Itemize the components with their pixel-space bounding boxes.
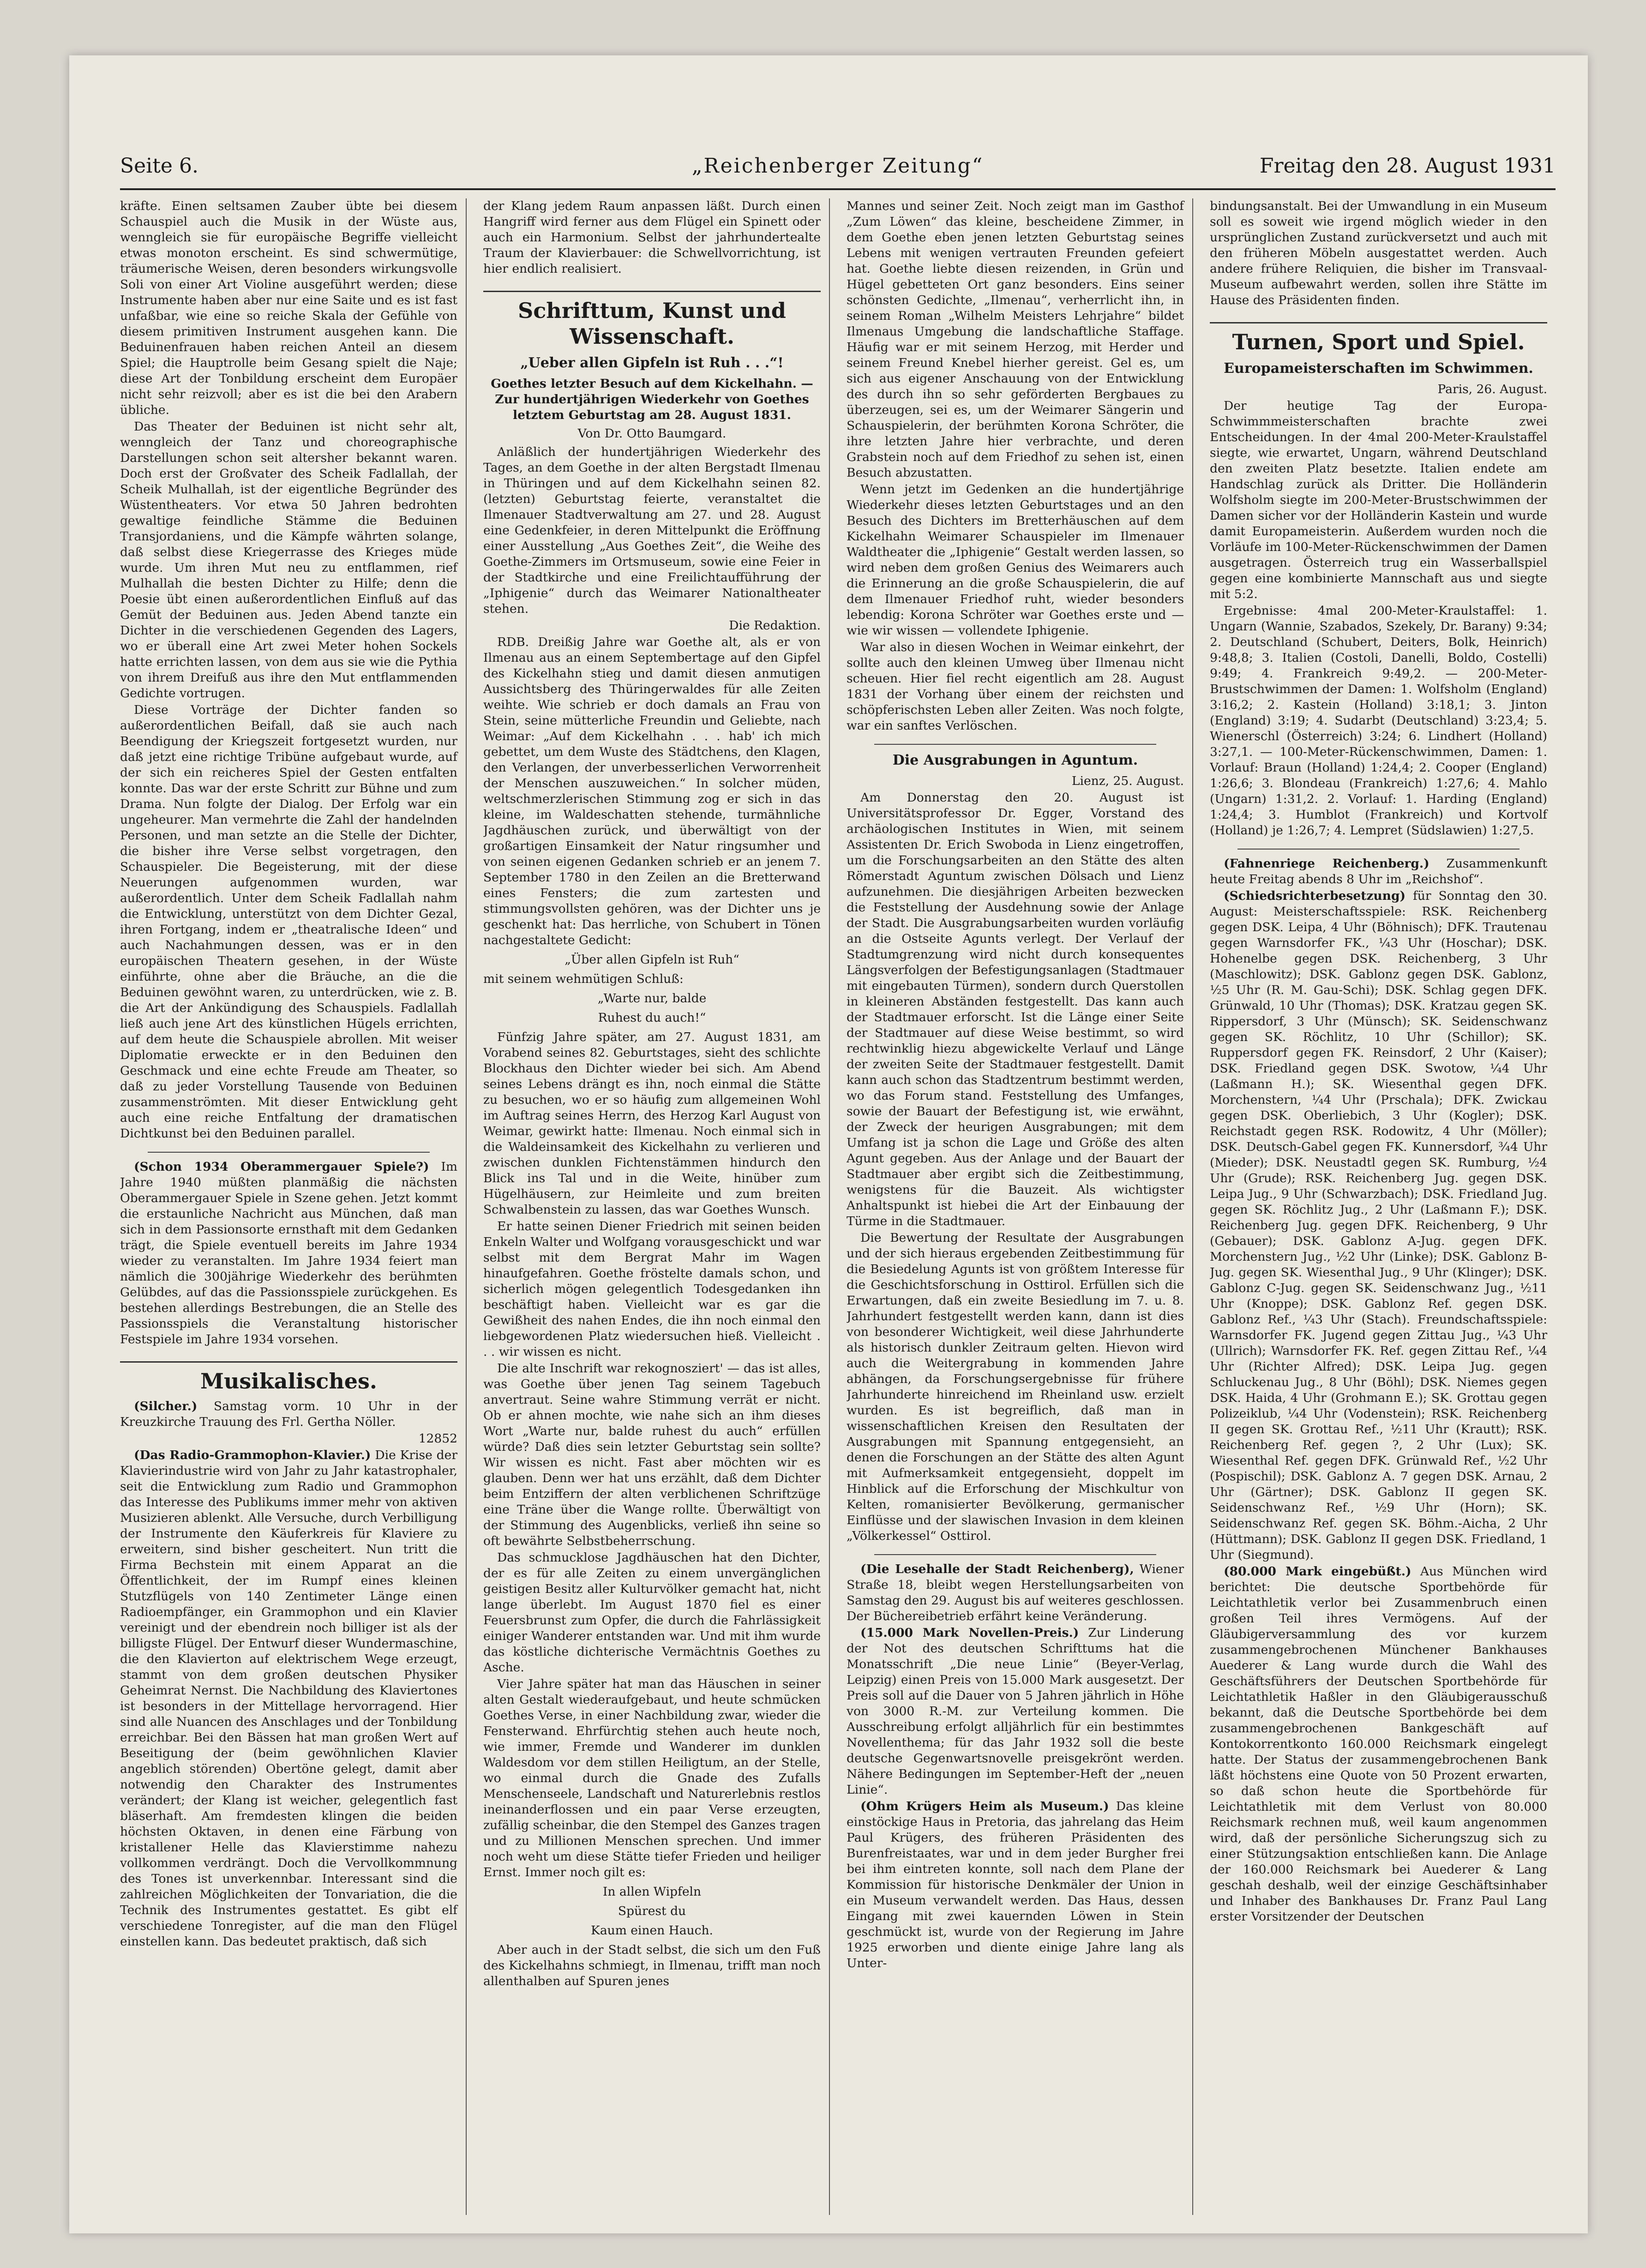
newspaper-page bbox=[69, 55, 1588, 2233]
news-item-title: (Schiedsrichterbesetzung) bbox=[1224, 889, 1406, 903]
column-3 bbox=[847, 198, 1193, 2215]
poem-line: „Warte nur, balde bbox=[597, 991, 707, 1005]
poem-line: Spürest du bbox=[618, 1904, 686, 1918]
dateline: Paris, 26. August. bbox=[1437, 382, 1547, 396]
news-item bbox=[120, 1448, 457, 1950]
poem-line: In allen Wipfeln bbox=[602, 1885, 702, 1899]
article-title: Europameisterschaften im Schwimmen. bbox=[1224, 360, 1533, 377]
divider bbox=[874, 744, 1156, 745]
paragraph: Das schmucklose Jagdhäuschen hat den Dichter, der es für alle Zeiten zu einem unvergänglichen geistigen Besitz aller Kulturvölker gemacht hat, nicht lange überlebt. Im August 1870 fiel es einer Feuersbrunst zum Opfer, die durch die Fahrlässigkeit einiger Wanderer entstanden war. Und mit ihm wurde das köstliche dichterische Vermächtnis Goethes zu Asche. bbox=[483, 1550, 821, 1675]
news-item-title: (Das Radio-Grammophon-Klavier.) bbox=[134, 1448, 371, 1462]
article-title: „Ueber allen Gipfeln ist Ruh . . .“! bbox=[520, 355, 784, 371]
ad-number: 12852 bbox=[418, 1431, 457, 1446]
byline: Von Dr. Otto Baumgard. bbox=[577, 426, 727, 441]
column-4 bbox=[1210, 198, 1556, 2215]
news-item-text: Zur Linderung der Not des deutschen Schrifttums hat die Monatsschrift „Die neue Linie“ (Beyer-Verlag, Leipzig) einen Preis von 15.000 Mark ausgesetzt. Der Preis soll auf die Dauer von 5 Jahren jährlich in Höhe von 3000 R.-M. zur Verteilung kommen. Die Ausschreibung erfolgt alljährlich für ein bestimmtes Novellenthema; für das Jahr 1932 soll die beste deutsche Gegenwartsnovelle preisgekrönt werden. Nähere Bedingungen im September-Heft der „neuen Linie“. bbox=[847, 1626, 1184, 1797]
paragraph: Wenn jetzt im Gedenken an die hundertjährige Wiederkehr dieses letzten Geburtstages und an den Besuch des Dichters im Bretterhäuschen auf dem Kickelhahn Weimarer Schauspieler im Ilmenauer Waldtheater die „Iphigenie“ Gestalt werden lassen, so wird neben dem großen Genius des Weimarers auch die Erinnerung an die große Schauspielerin, die auf dem Ilmenauer Friedhof ruht, wieder besonders lebendig: Korona Schröter war Goethes erste und — wie wir wissen — vollendete Iphigenie. bbox=[847, 482, 1184, 638]
paragraph: RDB. Dreißig Jahre war Goethe alt, als er von Ilmenau aus an einem Septembertage auf den Gipfel des Kickelhahn stieg und damit diesen anmutigen Aussichtsberg des Thüringerwaldes für alle Zeiten weihte. Wie schrieb er doch damals an Frau von Stein, seine mütterliche Freundin und Geliebte, nach Weimar: „Auf dem Kickelhahn . . . hab' ich mich gebettet, um dem Wuste des Städtchens, den Klagen, den Verlangen, der unverbesserlichen Verworrenheit der Menschen auszuweichen.“ In solcher müden, weltschmerzlerischen Stimmung zog er sich in das kleine, im Waldeschatten stehende, turmähnliche Jagdhäuschen zurück, und überwältigt von der großartigen Einsamkeit der Natur ringsumher und von seinen eigenen Gedanken schrieb er an jenem 7. September 1780 in den Zeilen an die Bretterwand eines Fensters; die zum zartesten und stimmungsvollsten gehören, was der Dichter uns je geschenkt hat: Das herrliche, von Schubert in Tönen nachgestaltete Gedicht: bbox=[483, 635, 821, 947]
paragraph: Der heutige Tag der Europa-Schwimmmeisterschaften brachte zwei Entscheidungen. In der 4mal 200-Meter-Kraulstaffel siegte, wie erwartet, Ungarn, während Deutschland den zweiten Platz besetzte. Italien endete am Handschlag zurück als Dritter. Die Holländerin Wolfsholm siegte im 200-Meter-Brustschwimmen der Damen sicher vor der Holländerin Kastein und wurde damit Europameisterin. Außerdem wurden noch die Vorläufe im 100-Meter-Rückenschwimmen der Damen ausgetragen. Österreich trug ein Wasserballspiel gegen eine kombinierte Mannschaft aus und siegte mit 5:2. bbox=[1210, 399, 1547, 601]
page-number: Seite 6. bbox=[120, 154, 198, 178]
news-item-text: Samstag vorm. 10 Uhr in der Kreuzkirche Trauung des Frl. Gertha Nöller. bbox=[120, 1399, 457, 1429]
news-item-text: für Sonntag den 30. August: Meisterschaftsspiele: RSK. Reichenberg gegen DSK. Leipa, 4 Uhr (Böhnisch); DFK. Trautenau gegen Warnsdorfer FK., ¼3 Uhr (Hoschar); DSK. Hohenelbe gegen DSK. Reichenberg, 3 Uhr (Maschlowitz); DSK. Gablonz gegen DSK. Gablonz, ½5 Uhr (R. M. Gau-Schi); DSK. Schlag gegen DFK. Grünwald, 10 Uhr (Thomas); DSK. Kratzau gegen SK. Rippersdorf, 3 Uhr (Münsch); SK. Seidenschwanz gegen SK. Röchlitz, 10 Uhr (Schillor); SK. Ruppersdorf gegen FK. Reinsdorf, 2 Uhr (Kaiser); DSK. Friedland gegen DSK. Swotow, ¼4 Uhr (Laßmann H.); SK. Wiesenthal gegen DFK. Morchenstern, ¼4 Uhr (Prschala); DFK. Zwickau gegen DSK. Oberliebich, 3 Uhr (Kogler); DSK. Reichstadt gegen RSK. Rodowitz, 4 Uhr (Möller); DSK. Deutsch-Gabel gegen FK. Kunnersdorf, ¾4 Uhr (Mieder); DSK. Neustadtl gegen SK. Rumburg, ½4 Uhr (Grude); RSK. Reichenberg Jug. gegen DSK. Leipa Jug., 9 Uhr (Schwarzbach); DSK. Friedland Jug. gegen SK. Röchlitz Jug., 2 Uhr (Laßmann F.); DSK. Reichenberg Jug. gegen DFK. Reichenberg, 9 Uhr (Gebauer); DSK. Gablonz A-Jug. gegen DFK. Morchenstern Jug., ½2 Uhr (Linke); DSK. Gablonz B-Jug. gegen SK. Wiesenthal Jug., 9 Uhr (Klinger); DSK. Gablonz C-Jug. gegen SK. Seidenschwanz Jug., ½11 Uhr (Knoppe); DSK. Gablonz Ref. gegen DSK. Gablonz Ref., ¼3 Uhr (Stach). Freundschaftsspiele: Warnsdorfer FK. Jugend gegen Zittau Jug., ¼3 Uhr (Ullrich); Warnsdorfer FK. Ref. gegen Zittau Ref., ¼4 Uhr (Richter Alfred); DSK. Leipa Jug. gegen Schluckenau Jug., 8 Uhr (Böhl); DSK. Niemes gegen DSK. Haida, 4 Uhr (Grohmann E.); SK. Grottau gegen Polizeiklub, ¼4 Uhr (Vodenstein); RSK. Reichenberg II gegen SK. Grottau Ref., ½11 Uhr (Krautt); RSK. Reichenberg Ref. gegen ?, 2 Uhr (Lux); SK. Wiesenthal Ref. gegen DFK. Grünwald Ref., ½2 Uhr (Pospischil); DSK. Gablonz A. 7 gegen DSK. Arnau, 2 Uhr (Gärtner); DSK. Gablonz II gegen SK. Seidenschwanz Ref., ½9 Uhr (Horn); SK. Seidenschwanz Ref. gegen SK. Böhm.-Aicha, 2 Uhr (Hüttmann); DSK. Gablonz II gegen DSK. Friedland, 1 Uhr (Siegmund). bbox=[1210, 889, 1547, 1562]
news-item-title: (15.000 Mark Novellen-Preis.) bbox=[860, 1626, 1079, 1640]
news-item bbox=[120, 1159, 457, 1347]
dateline: Lienz, 25. August. bbox=[1071, 774, 1184, 788]
paragraph: bindungsanstalt. Bei der Umwandlung in ein Museum soll es soweit wie irgend möglich wieder in den ursprünglichen Zustand zurückversetzt und auch mit den früheren Möbeln ausgestattet werden. Auch andere frühere Reliquien, die bisher im Transvaal-Museum aufbewahrt werden, sollen ihre Stätte im Hause des Präsidenten finden. bbox=[1210, 199, 1547, 307]
newspaper-title: „Reichenberger Zeitung“ bbox=[691, 154, 984, 178]
news-item-title: (Schon 1934 Oberammergauer Spiele?) bbox=[134, 1160, 429, 1174]
news-item-text: Im Jahre 1940 müßten planmäßig die nächsten Oberammergauer Spiele in Szene gehen. Jetzt kommt die erstaunliche Nachricht aus München, daß man sich in dem Passionsorte ernsthaft mit dem Gedanken trägt, die Spiele eventuell bereits im Jahre 1934 wieder zu veranstalten. Im Jahre 1934 feiert man nämlich die 300jährige Wiederkehr des berühmten Gelübdes, auf das die Passionsspiele zurückgehen. Es bestehen allerdings Bestrebungen, die an Stelle des Passionsspiels die Veranstaltung historischer Festspiele im Jahre 1934 vorsehen. bbox=[120, 1160, 457, 1346]
page-header bbox=[120, 148, 1556, 185]
results-paragraph: Ergebnisse: 4mal 200-Meter-Kraulstaffel: 1. Ungarn (Wannie, Szabados, Szekely, Dr. Barany) 9:34; 2. Deutschland (Schubert, Deiters, Bolk, Heinrich) 9:48,8; 3. Italien (Costoli, Danelli, Boldo, Costelli) 9:49; 4. Frankreich 9:49,2. — 200-Meter-Brustschwimmen der Damen: 1. Wolfsholm (England) 3:16,2; 2. Kastein (Holland) 3:18,1; 3. Jinton (England) 3:19; 4. Sudarbt (Deutschland) 3:23,4; 5. Wienerschl (Österreich) 3:24; 6. Lindhert (Holland) 3:27,1. — 100-Meter-Rückenschwimmen, Damen: 1. Vorlauf: Braun (Holland) 1:24,4; 2. Cooper (England) 1:26,6; 3. Blondeau (Frankreich) 1:27,6; 4. Mahlo (Ungarn) 1:31,2. 2. Vorlauf: 1. Harding (England) 1:24,4; 3. Humblot (Frankreich) und Kortvolf (Holland) je 1:26,7; 4. Lempret (Südslawien) 1:27,5. bbox=[1210, 604, 1547, 838]
paragraph: Er hatte seinen Diener Friedrich mit seinen beiden Enkeln Walter und Wolfgang vorausgeschickt und war selbst mit dem Bergrat Mahr im Wagen hinaufgefahren. Goethe fröstelte damals schon, und sicherlich mögen gelegentlich Todesgedanken ihn beschäftigt haben. Vielleicht war es gar die Gewißheit des nahen Endes, die ihn noch einmal den liebgewordenen Platz wiedersuchen hieß. Vielleicht . . . wir wissen es nicht. bbox=[483, 1219, 821, 1359]
paragraph: mit seinem wehmütigen Schluß: bbox=[483, 972, 684, 986]
news-item bbox=[1210, 856, 1547, 887]
paragraph: Diese Vorträge der Dichter fanden so außerordentlichen Beifall, daß sie auch nach Beendigung der Kriegszeit fortgesetzt wurden, nur daß jetzt eine richtige Tribüne aufgebaut wurde, auf der sich ein reicheres Spiel der Gesten entfalten konnte. Das war der erste Schritt zur Bühne und zum Drama. Nun folgte der Dialog. Der Erfolg war ein ungeheurer. Man vermehrte die Zahl der handelnden Personen, und man setzte an die Stelle der Dichter, die bisher ihre Verse selbst vorgetragen, den Schauspieler. Die Begeisterung, mit der diese Neuerungen aufgenommen wurden, war außerordentlich. Unter dem Scheik Fadlallah nahm die Entwicklung, unterstützt von dem Dichter Gezal, ihren Fortgang, indem er „theatralische Ideen“ und auch Nachahmungen dessen, was er in den europäischen Theatern gesehen, in der Wüste einführte, ohne aber die Bräuche, an die die Beduinen gewöhnt waren, zu unterdrücken, wie z. B. die Art der Ankündigung des Schauspiels. Fadlallah ließ auch jene Art des künstlichen Hügels errichten, auf dem heute die Schauspiele abrollen. Mit weiser Diplomatie erweckte er in den Beduinen den Geschmack und eine echte Freude am Theater, so daß zu jeder Vorstellung Tausende von Beduinen zusammenströmten. Mit dieser Entwicklung geht auch eine reiche Entfaltung der dramatischen Dichtkunst bei den Beduinen parallel. bbox=[120, 703, 457, 1141]
paragraph: Fünfzig Jahre später, am 27. August 1831, am Vorabend seines 82. Geburtstages, sieht des schlichte Blockhaus den Dichter wieder bei sich. Am Abend seines Lebens drängt es ihn, noch einmal die Stätte zu besuchen, wo er so häufig zum allgemeinen Wohl im Auftrag seines Herrn, des Herzog Karl August von Weimar, gewirkt hatte: Ilmenau. Noch einmal sich in die Waldeinsamkeit des Kickelhahn zu verlieren und zwischen dunklen Fichtenstämmen hindurch den Blick ins Tal und in die Weite, hinüber zum Hügelhäusern, zur Heimleite und zum breiten Schwalbenstein zu lassen, das war Goethes Wunsch. bbox=[483, 1030, 821, 1217]
news-item bbox=[120, 1399, 457, 1430]
paragraph: kräfte. Einen seltsamen Zauber übte bei diesem Schauspiel auch die Musik in der Wüste aus, wenngleich sie für europäische Begriffe vielleicht etwas monoton erscheint. Es sind schwermütige, träumerische Weisen, deren besonders wirkungsvolle Soli von einer Art Violine ausgeführt werden; diese Instrumente haben aber nur eine Saite und es ist fast unfaßbar, wie eine so reiche Skala der Gefühle von diesem primitiven Instrument ausgehen kann. Die Beduinenfrauen haben reichen Anteil an diesem Spiel; die Hauptrolle beim Gesang spielt die Naje; diese Art der Tonbildung erscheint dem Europäer nicht sehr reizvoll; aber es ist die bei den Arabern übliche. bbox=[120, 199, 457, 417]
header-rule bbox=[120, 188, 1556, 190]
poem-line: „Über allen Gipfeln ist Ruh“ bbox=[565, 952, 739, 967]
news-item-title: (Ohm Krügers Heim als Museum.) bbox=[860, 1799, 1109, 1813]
news-item-text: Aus München wird berichtet: Die deutsche Sportbehörde für Leichtathletik verlor bei Zusammenbruch einen großen Teil ihres Vermögens. Auf der Gläubigerversammlung des vor kurzem zusammengebrochenen Münchener Bankhauses Auederer & Lang wurde durch die Wahl des Geschäftsführers der Deutschen Sportbehörde für Leichtathletik Haßler in den Gläubigerausschuß bekannt, daß die Deutsche Sportbehörde bei dem zusammengebrochenen Bankgeschäft auf Kontokorrentkonto 160.000 Reichsmark eingelegt hatte. Der Status der zusammengebrochenen Bank läßt höchstens eine Quote von 50 Prozent erwarten, so daß schon heute die Sportbehörde für Leichtathletik mit dem Verlust von 80.000 Reichsmark rechnen muß, weil kaum angenommen wird, daß der persönliche Sicherungszug sich zu einer Stützungsaktion entschließen kann. Die Anlage der 160.000 Reichsmark bei Auederer & Lang geschah deshalb, weil der einzige Geschäftsinhaber und Inhaber des Bankhauses Dr. Franz Paul Lang erster Vorsitzender der Deutschen bbox=[1210, 1564, 1547, 1924]
section-heading: Musikalisches. bbox=[120, 1361, 457, 1394]
poem-line: Ruhest du auch!“ bbox=[598, 1011, 706, 1025]
intro-paragraph: Anläßlich der hundertjährigen Wiederkehr des Tages, an dem Goethe in der alten Bergstadt Ilmenau in Thüringen und auf dem Kickelhahn seinen 82. (letzten) Geburtstag feierte, veranstaltet die Ilmenauer Stadtverwaltung am 27. und 28. August eine Gedenkfeier, in deren Mittelpunkt die Eröffnung einer Ausstellung „Aus Goethes Zeit“, die Weihe des Goethe-Zimmers im Ortsmuseum, sowie eine Feier in der Stadtkirche und eine Freilichtaufführung der „Iphigenie“ durch das Weimarer Nationaltheater stehen. bbox=[483, 445, 821, 616]
poem-line: Kaum einen Hauch. bbox=[591, 1923, 713, 1938]
columns bbox=[120, 198, 1556, 2215]
news-item-text: Das kleine einstöckige Haus in Pretoria, das jahrelang das Heim Paul Krügers, des früheren Präsidenten des Burenfreistaates, war und in dem jeder Burgher frei bei ihm eintreten konnte, soll nach dem Plane der Kommission für historische Denkmäler der Union in ein Museum verwandelt werden. Das Haus, dessen Eingang mit zwei kauernden Löwen in Stein geschmückt ist, wurde von der Regierung im Jahre 1925 erworben und diente einige Jahre lang als Unter- bbox=[847, 1799, 1184, 1970]
paragraph: War also in diesen Wochen in Weimar einkehrt, der sollte auch den kleinen Umweg über Ilmenau nicht scheuen. Hier fiel recht eigentlich am 28. August 1831 der Vorhang über einem der reichsten und schöpferischsten Leben aller Zeiten. Was noch folgte, war ein sanftes Verlöschen. bbox=[847, 640, 1184, 733]
divider bbox=[1238, 849, 1520, 850]
article-title: Die Ausgrabungen in Aguntum. bbox=[892, 752, 1138, 768]
news-item-title: (Die Lesehalle der Stadt Reichenberg), bbox=[860, 1562, 1134, 1576]
column-2 bbox=[483, 198, 830, 2215]
section-heading: Schrifttum, Kunst und Wissenschaft. bbox=[483, 291, 821, 349]
news-item-title: (Silcher.) bbox=[134, 1399, 198, 1413]
paragraph: Vier Jahre später hat man das Häuschen in seiner alten Gestalt wiederaufgebaut, und heute schmücken Goethes Verse, in einer Nachbildung zwar, wieder die Fensterwand. Ehrfürchtig stehen auch heute noch, wie immer, Fremde und Wanderer im dunklen Waldesdom vor dem stillen Heiligtum, an der Stelle, wo einmal durch die Gnade des Zufalls Menschenseele, Landschaft und Naturerlebnis restlos ineinanderflossen und ein paar Verse erzeugten, zufällig scheinbar, die den Stempel des Ganzes tragen und zu Millionen Menschen sprechen. Und immer noch weht um diese Stätte tiefer Frieden und heiliger Ernst. Immer noch gilt es: bbox=[483, 1677, 821, 1879]
paragraph: Aber auch in der Stadt selbst, die sich um den Fuß des Kickelhahns schmiegt, in Ilmenau, trifft man noch allenthalben auf Spuren jenes bbox=[483, 1943, 821, 1988]
news-item bbox=[1210, 888, 1547, 1563]
divider bbox=[148, 1152, 430, 1153]
section-heading: Turnen, Sport und Spiel. bbox=[1210, 322, 1547, 355]
news-item bbox=[847, 1625, 1184, 1798]
article-subtitle: Goethes letzter Besuch auf dem Kickelhahn. — Zur hundertjährigen Wiederkehr von Goethes letztem Geburtstag am 28. August 1831. bbox=[491, 377, 813, 422]
paragraph: Die Bewertung der Resultate der Ausgrabungen und der sich hieraus ergebenden Zeitbestimmung für die Besiedelung Agunts ist von größtem Interesse für die Geschichtsforschung in Osttirol. Erfüllen sich die Erwartungen, daß ein zweite Besiedlung im 7. u. 8. Jahrhundert festgestellt werden kann, dann ist dies von besonderer Wichtigkeit, weil diese Jahrhunderte als historisch dunkler Zeitraum gelten. Hievon wird auch die Weitergrabung in kommenden Jahre abhängen, da Forschungsergebnisse für frühere Jahrhunderte hinreichend im Rheinland usw. erzielt wurden. Es ist begreiflich, daß man in wissenschaftlichen Kreisen den Resultaten der Ausgrabungen mit Spannung entgegensieht, an denen die Forschungen an der Stätte des alten Agunt mit Aufmerksamkeit entgegensieht, doppelt im Hinblick auf die Erforschung der Mischkultur von Kelten, romanisierter Bevölkerung, germanischer Einflüsse und der slawischen Invasion in dem kleinen „Völkerkessel“ Osttirol. bbox=[847, 1231, 1184, 1543]
news-item-text: Die Krise der Klavierindustrie wird von Jahr zu Jahr katastrophaler, seit die Entwicklung zum Radio und Grammophon das Interesse des Publikums immer mehr von aktiven Musizieren ablenkt. Alle Versuche, durch Verbilligung der Instrumente den Käuferkreis für Klaviere zu erweitern, sind bisher gescheitert. Nun tritt die Firma Bechstein mit einem Apparat an die Öffentlichkeit, der im Rumpf eines kleinen Stutzflügels von 140 Zentimeter Länge einen Radioempfänger, ein Grammophon und ein Klavier vereinigt und der ebendrein noch billiger ist als der billigste Flügel. Der Entwurf dieser Wundermaschine, die den Klavierton auf elektrischem Wege erzeugt, stammt von dem großen deutschen Physiker Geheimrat Nernst. Die Nachbildung des Klaviertones ist besonders in der Mittellage hervorragend. Hier sind alle Nuancen des Anschlages und der Tonbildung erreichbar. Bei den Bässen hat man großen Wert auf Beseitigung der (beim gewöhnlichen Klavier angeblich störenden) Obertöne gelegt, damit aber notwendig den Charakter des Instrumentes verändert; der Klang ist weicher, gelegentlich fast bläserhaft. Am fremdesten klingen die beiden höchsten Oktaven, in denen eine Färbung von kristallener Helle das Klavierstimme nahezu vollkommen verdrängt. Doch die Vervollkommnung des Tones ist unverkennbar. Interessant sind die zahlreichen Möglichkeiten der Tonvariation, die die Technik des Instrumentes gestattet. Es gibt elf verschiedene Tonregister, auf die man den Flügel einstellen kann. Das bedeutet praktisch, daß sich bbox=[120, 1448, 457, 1949]
paragraph: Das Theater der Beduinen ist nicht sehr alt, wenngleich der Tanz und choreographische Darstellungen schon seit altersher bekannt waren. Doch erst der Großvater des Scheik Fadlallah, der Scheik Mulhallah, ist der eigentliche Begründer des Wüstentheaters. Vor etwa 50 Jahren bedrohten gewaltige feindliche Stämme die Beduinen Transjordaniens, und die Kämpfe währten solange, daß selbst diese Kriegerrasse des Krieges müde wurde. Um ihren Mut neu zu entflammen, rief Mulhallah die besten Dichter zu Hilfe; denn die Poesie übt einen außerordentlichen Einfluß auf das Gemüt der Beduinen aus. Jeden Abend tanzte ein Dichter in die verschiedenen Gegenden des Lagers, wo er überall eine Art zwei Meter hohen Sockels hatte errichten lassen, von dem aus sie wie die Pythia von ihrem Dreifuß aus ihre den Mut entflammenden Gedichte vortrugen. bbox=[120, 419, 457, 700]
editor-note: Die Redaktion. bbox=[729, 618, 821, 633]
divider bbox=[874, 1554, 1156, 1555]
news-item bbox=[1210, 1564, 1547, 1925]
news-item-text: Zusammenkunft heute Freitag abends 8 Uhr im „Reichshof“. bbox=[1210, 856, 1547, 886]
paragraph: der Klang jedem Raum anpassen läßt. Durch einen Hangriff wird ferner aus dem Flügel ein Spinett oder auch ein Harmonium. Selbst der jahrhundertealte Traum der Klavierbauer: die Schwellvorrichtung, ist hier endlich realisiert. bbox=[483, 199, 821, 276]
paragraph: Am Donnerstag den 20. August ist Universitätsprofessor Dr. Egger, Vorstand des archäologischen Institutes in Wien, mit seinem Assistenten Dr. Erich Swoboda in Lienz eingetroffen, um die Forschungsarbeiten an den Stätte des alten Römerstadt Aguntum zwischen Dölsach und Lienz aufzunehmen. Die diesjährigen Arbeiten bezwecken die Feststellung der Ausdehnung sowie der Anlage der Stadt. Die Ausgrabungsarbeiten wurden vorläufig an die Ostseite Agunts verlegt. Der Verlauf der Stadtumgrenzung wird nicht durch konsequentes Längsverfolgen der Befestigungsanlagen (Stadtmauer mit eingebauten Türmen), sondern durch Querstollen in kleineren Abständen festgestellt. Das kann auch der Stadtmauer erforscht. Ist die Länge einer Seite der Stadtmauer auf diese Weise bestimmt, so wird rechtwinklig hiezu abgewickelte Verlauf und Länge der zweiten Seite der Stadtmauer festgestellt. Damit kann auch schon das Stadtzentrum bestimmt werden, wo das Forum stand. Feststellung des Umfanges, sowie der Bauart der Befestigung ist, wie erwähnt, der Zweck der heurigen Ausgrabungen; mit dem Umfang ist ja schon die Lage und Größe des alten Agunt gegeben. Aus der Anlage und der Bauart der Stadtmauer aber ergibt sich die Zeitbestimmung, wenigstens für die Bauzeit. Als wichtigster Anhaltspunkt ist hiebei die Art der Einbauung der Türme in die Stadtmauer. bbox=[847, 790, 1184, 1228]
column-1 bbox=[120, 198, 467, 2215]
paragraph: Mannes und seiner Zeit. Noch zeigt man im Gasthof „Zum Löwen“ das kleine, bescheidene Zimmer, in dem Goethe eben jenen letzten Geburtstag seines Lebens mit wenigen vertrauten Freunden gefeiert hat. Goethe liebte diesen reizenden, in Grün und Hügel gebetteten Ort ganz besonders. Eins seiner schönsten Gedichte, „Ilmenau“, verherrlicht ihn, in seinem Roman „Wilhelm Meisters Lehrjahre“ bildet Ilmenaus Umgebung die landschaftliche Staffage. Häufig war er mit seinem Herzog, mit Herder und seinem Freund Knebel hierher gereist. Gel es, um sich aus eigener Anschauung von der Entwicklung des durch ihn so sehr geförderten Bergbaues zu überzeugen, sei es, um der Weimarer Sängerin und Schauspielerin, der berühmten Korona Schröter, die ihre letzten Jahre hier verbrachte, und deren Grabstein noch auf dem Friedhof zu sehen ist, einen Besuch abzustatten. bbox=[847, 199, 1184, 480]
news-item-title: (80.000 Mark eingebüßt.) bbox=[1224, 1564, 1412, 1579]
news-item bbox=[847, 1799, 1184, 1971]
paragraph: Die alte Inschrift war rekognosziert' — das ist alles, was Goethe über jenen Tag seinem Tagebuch anvertraut. Seine wahre Stimmung verrät er nicht. Ob er ahnen mochte, wie nahe sich an ihm dieses Wort „Warte nur, balde ruhest du auch“ erfüllen würde? Daß dies sein letzter Geburtstag sein sollte? Wir wissen es nicht. Fast aber möchten wir es glauben. Denn wer hat uns erzählt, daß dem Dichter beim Entziffern der alten verblichenen Schriftzüge eine Träne über die Wange rollte. Überwältigt von der Stimmung des Augenblicks, verließ ihn seine so oft bewährte Selbstbeherrschung. bbox=[483, 1361, 821, 1548]
news-item bbox=[847, 1562, 1184, 1624]
issue-date: Freitag den 28. August 1931 bbox=[1259, 154, 1556, 178]
news-item-title: (Fahnenriege Reichenberg.) bbox=[1224, 856, 1430, 871]
news-item-text: Wiener Straße 18, bleibt wegen Herstellungsarbeiten von Samstag den 29. August bis auf weiteres geschlossen. Der Büchereibetrieb erfährt keine Veränderung. bbox=[847, 1562, 1184, 1623]
